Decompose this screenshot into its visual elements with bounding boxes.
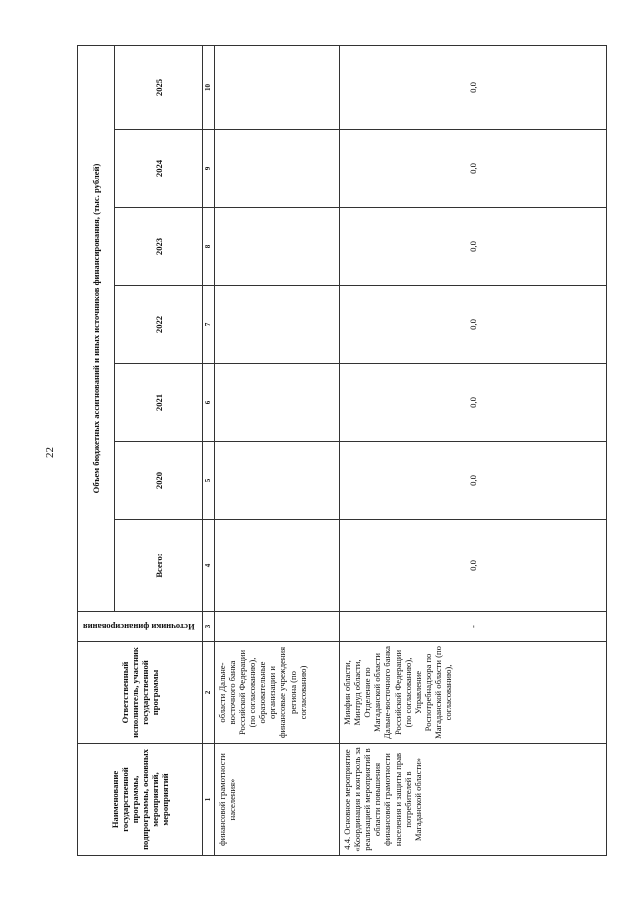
table-row [214,45,339,855]
page-number-text: 22 [44,447,56,458]
header-year-2021: 2021 [114,364,202,442]
header-total: Всего: [114,520,202,612]
header-program-name: Наименование государственной программы, подпрограммы, основных мероприятий, мероприятий [78,744,203,856]
column-number: 6 [203,364,214,442]
header-year-2022: 2022 [114,286,202,364]
header-year-2024: 2024 [114,130,202,208]
row-program-name: финансовой грамотности населения» [214,744,339,856]
header-funding-source [78,612,203,642]
row-source: - [339,612,606,642]
row-2022 [214,286,339,364]
page-number [44,440,62,464]
row-total: 0,0 [339,520,606,612]
header-executor: Ответственный исполнитель, участник государственной программы [78,642,203,744]
column-number: 1 [203,744,214,856]
column-number: 2 [203,642,214,744]
header-year-2025: 2025 [114,45,202,129]
funding-table [77,45,607,856]
column-number: 9 [203,130,214,208]
row-2023: 0,0 [339,208,606,286]
row-2021: 0,0 [339,364,606,442]
rotated-table-container [77,46,607,856]
row-executor: Минфин области, Минтруд области, Отделение по Магаданской области Дальне-восточного банка Российской Федерации (по согласованию), Управление Роспотребнадзора по Магаданской области (по согласованию), [339,642,606,744]
row-source [214,612,339,642]
row-2022: 0,0 [339,286,606,364]
row-total [214,520,339,612]
header-row-1 [78,45,115,855]
row-2020 [214,442,339,520]
header-funding-group: Объем бюджетных ассигнований и иных источников финансирования, (тыс. рублей) [78,45,115,611]
column-number-row [203,45,214,855]
row-2023 [214,208,339,286]
column-number: 8 [203,208,214,286]
row-2025: 0,0 [339,45,606,129]
column-number: 7 [203,286,214,364]
table-row [339,45,606,855]
row-2024: 0,0 [339,130,606,208]
row-2024 [214,130,339,208]
row-executor: области Дальне-восточного банка Российской Федерации (по согласованию), образовательные организации и финансовые учреждения региона (по согласованию) [214,642,339,744]
row-2025 [214,45,339,129]
column-number: 3 [203,612,214,642]
row-2021 [214,364,339,442]
row-2020: 0,0 [339,442,606,520]
column-number: 10 [203,45,214,129]
header-year-2020: 2020 [114,442,202,520]
column-number: 4 [203,520,214,612]
header-funding-source-text: Источники финансирования [83,621,195,632]
row-program-name: 4.4. Основное мероприятие «Координация и контроль за реализацией мероприятий в области повышения финансовой грамотности населения и защиты прав потребителей в Магаданской области» [339,744,606,856]
column-number: 5 [203,442,214,520]
header-year-2023: 2023 [114,208,202,286]
